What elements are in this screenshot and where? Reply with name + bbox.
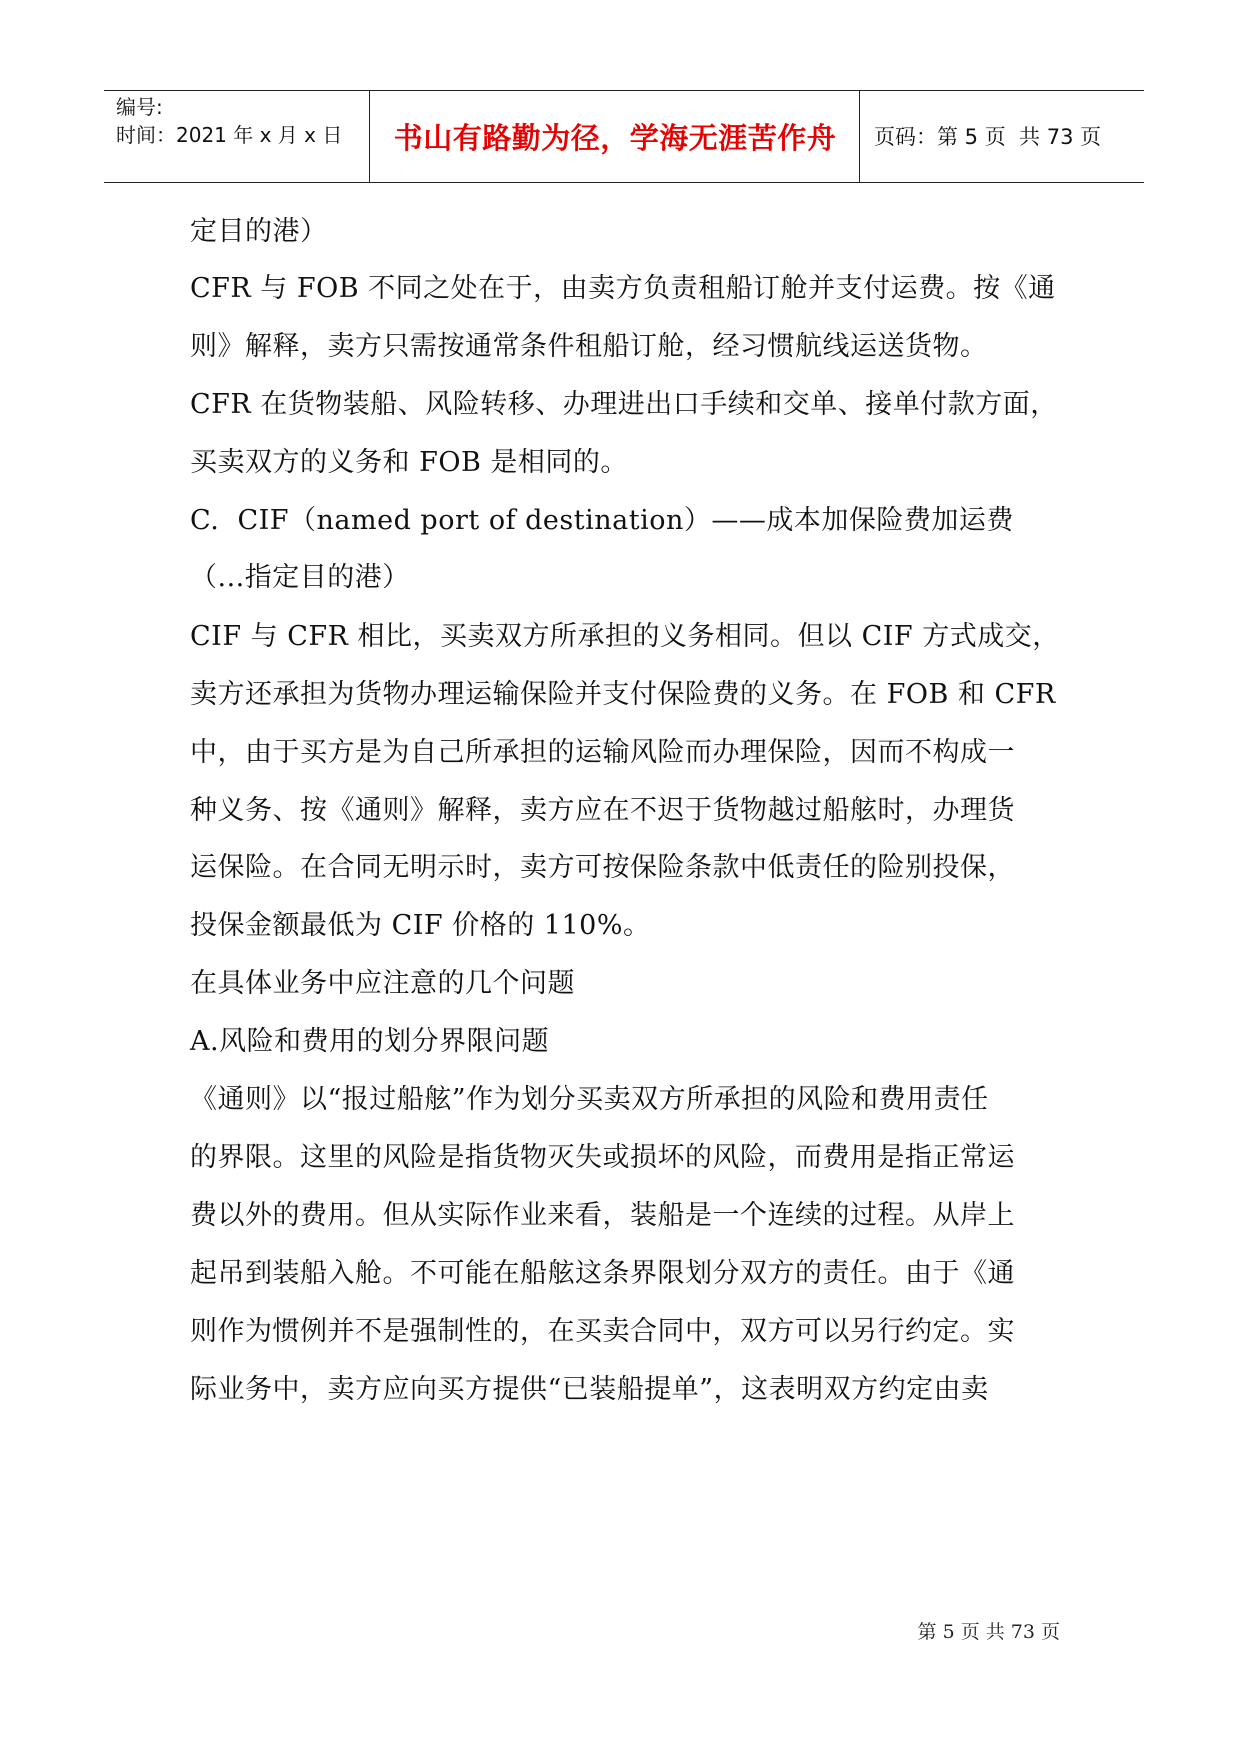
body-line: 则》解释，卖方只需按通常条件租船订舱，经习惯航线运送货物。 [190, 331, 988, 362]
body-line: 的界限。这里的风险是指货物灭失或损坏的风险，而费用是指正常运 [190, 1142, 1015, 1173]
body-line: 费以外的费用。但从实际作业来看，装船是一个连续的过程。从岸上 [190, 1200, 1015, 1231]
body-line: 运保险。在合同无明示时，卖方可按保险条款中低责任的险别投保， [190, 852, 1015, 883]
header-meta [116, 93, 342, 149]
body-line: 际业务中，卖方应向买方提供“已装船提单”，这表明双方约定由卖 [190, 1374, 989, 1405]
body-line: 定目的港） [190, 216, 328, 247]
document-number-label: 编号: [116, 95, 163, 119]
body-line: 在具体业务中应注意的几个问题 [190, 968, 575, 999]
body-line: 起吊到装船入舱。不可能在船舷这条界限划分双方的责任。由于《通 [190, 1258, 1015, 1289]
page-footer: 第 5 页 共 73 页 [917, 1621, 1060, 1643]
page-header [104, 90, 1144, 183]
header-motto: 书山有路勤为径，学海无涯苦作舟 [393, 120, 837, 155]
header-divider [859, 91, 860, 182]
body-line: （...指定目的港） [190, 562, 410, 593]
body-line: C. CIF（named port of destination）——成本加保险费加运费 [190, 505, 1014, 536]
body-line: 种义务、按《通则》解释，卖方应在不迟于货物越过船舷时，办理货 [190, 795, 1015, 826]
header-divider [369, 91, 370, 182]
body-line: CFR 在货物装船、风险转移、办理进出口手续和交单、接单付款方面， [190, 389, 1058, 420]
body-line: 《通则》以“报过船舷”作为划分买卖双方所承担的风险和费用责任 [190, 1084, 989, 1115]
body-line: CIF 与 CFR 相比，买卖双方所承担的义务相同。但以 CIF 方式成交， [190, 621, 1060, 652]
body-line: A.风险和费用的划分界限问题 [190, 1026, 550, 1057]
body-line: 卖方还承担为货物办理运输保险并支付保险费的义务。在 FOB 和 CFR [190, 679, 1056, 710]
body-line: 投保金额最低为 CIF 价格的 110%。 [190, 910, 651, 941]
body-line: 买卖双方的义务和 FOB 是相同的。 [190, 447, 628, 478]
document-time-label: 时间：2021 年 x 月 x 日 [116, 123, 343, 147]
body-line: CFR 与 FOB 不同之处在于，由卖方负责租船订舱并支付运费。按《通 [190, 273, 1056, 304]
body-line: 则作为惯例并不是强制性的，在买卖合同中，双方可以另行约定。实 [190, 1316, 1015, 1347]
body-line: 中，由于买方是为自己所承担的运输风险而办理保险，因而不构成一 [190, 737, 1015, 768]
header-page-number: 页码：第 5 页 共 73 页 [874, 125, 1102, 149]
